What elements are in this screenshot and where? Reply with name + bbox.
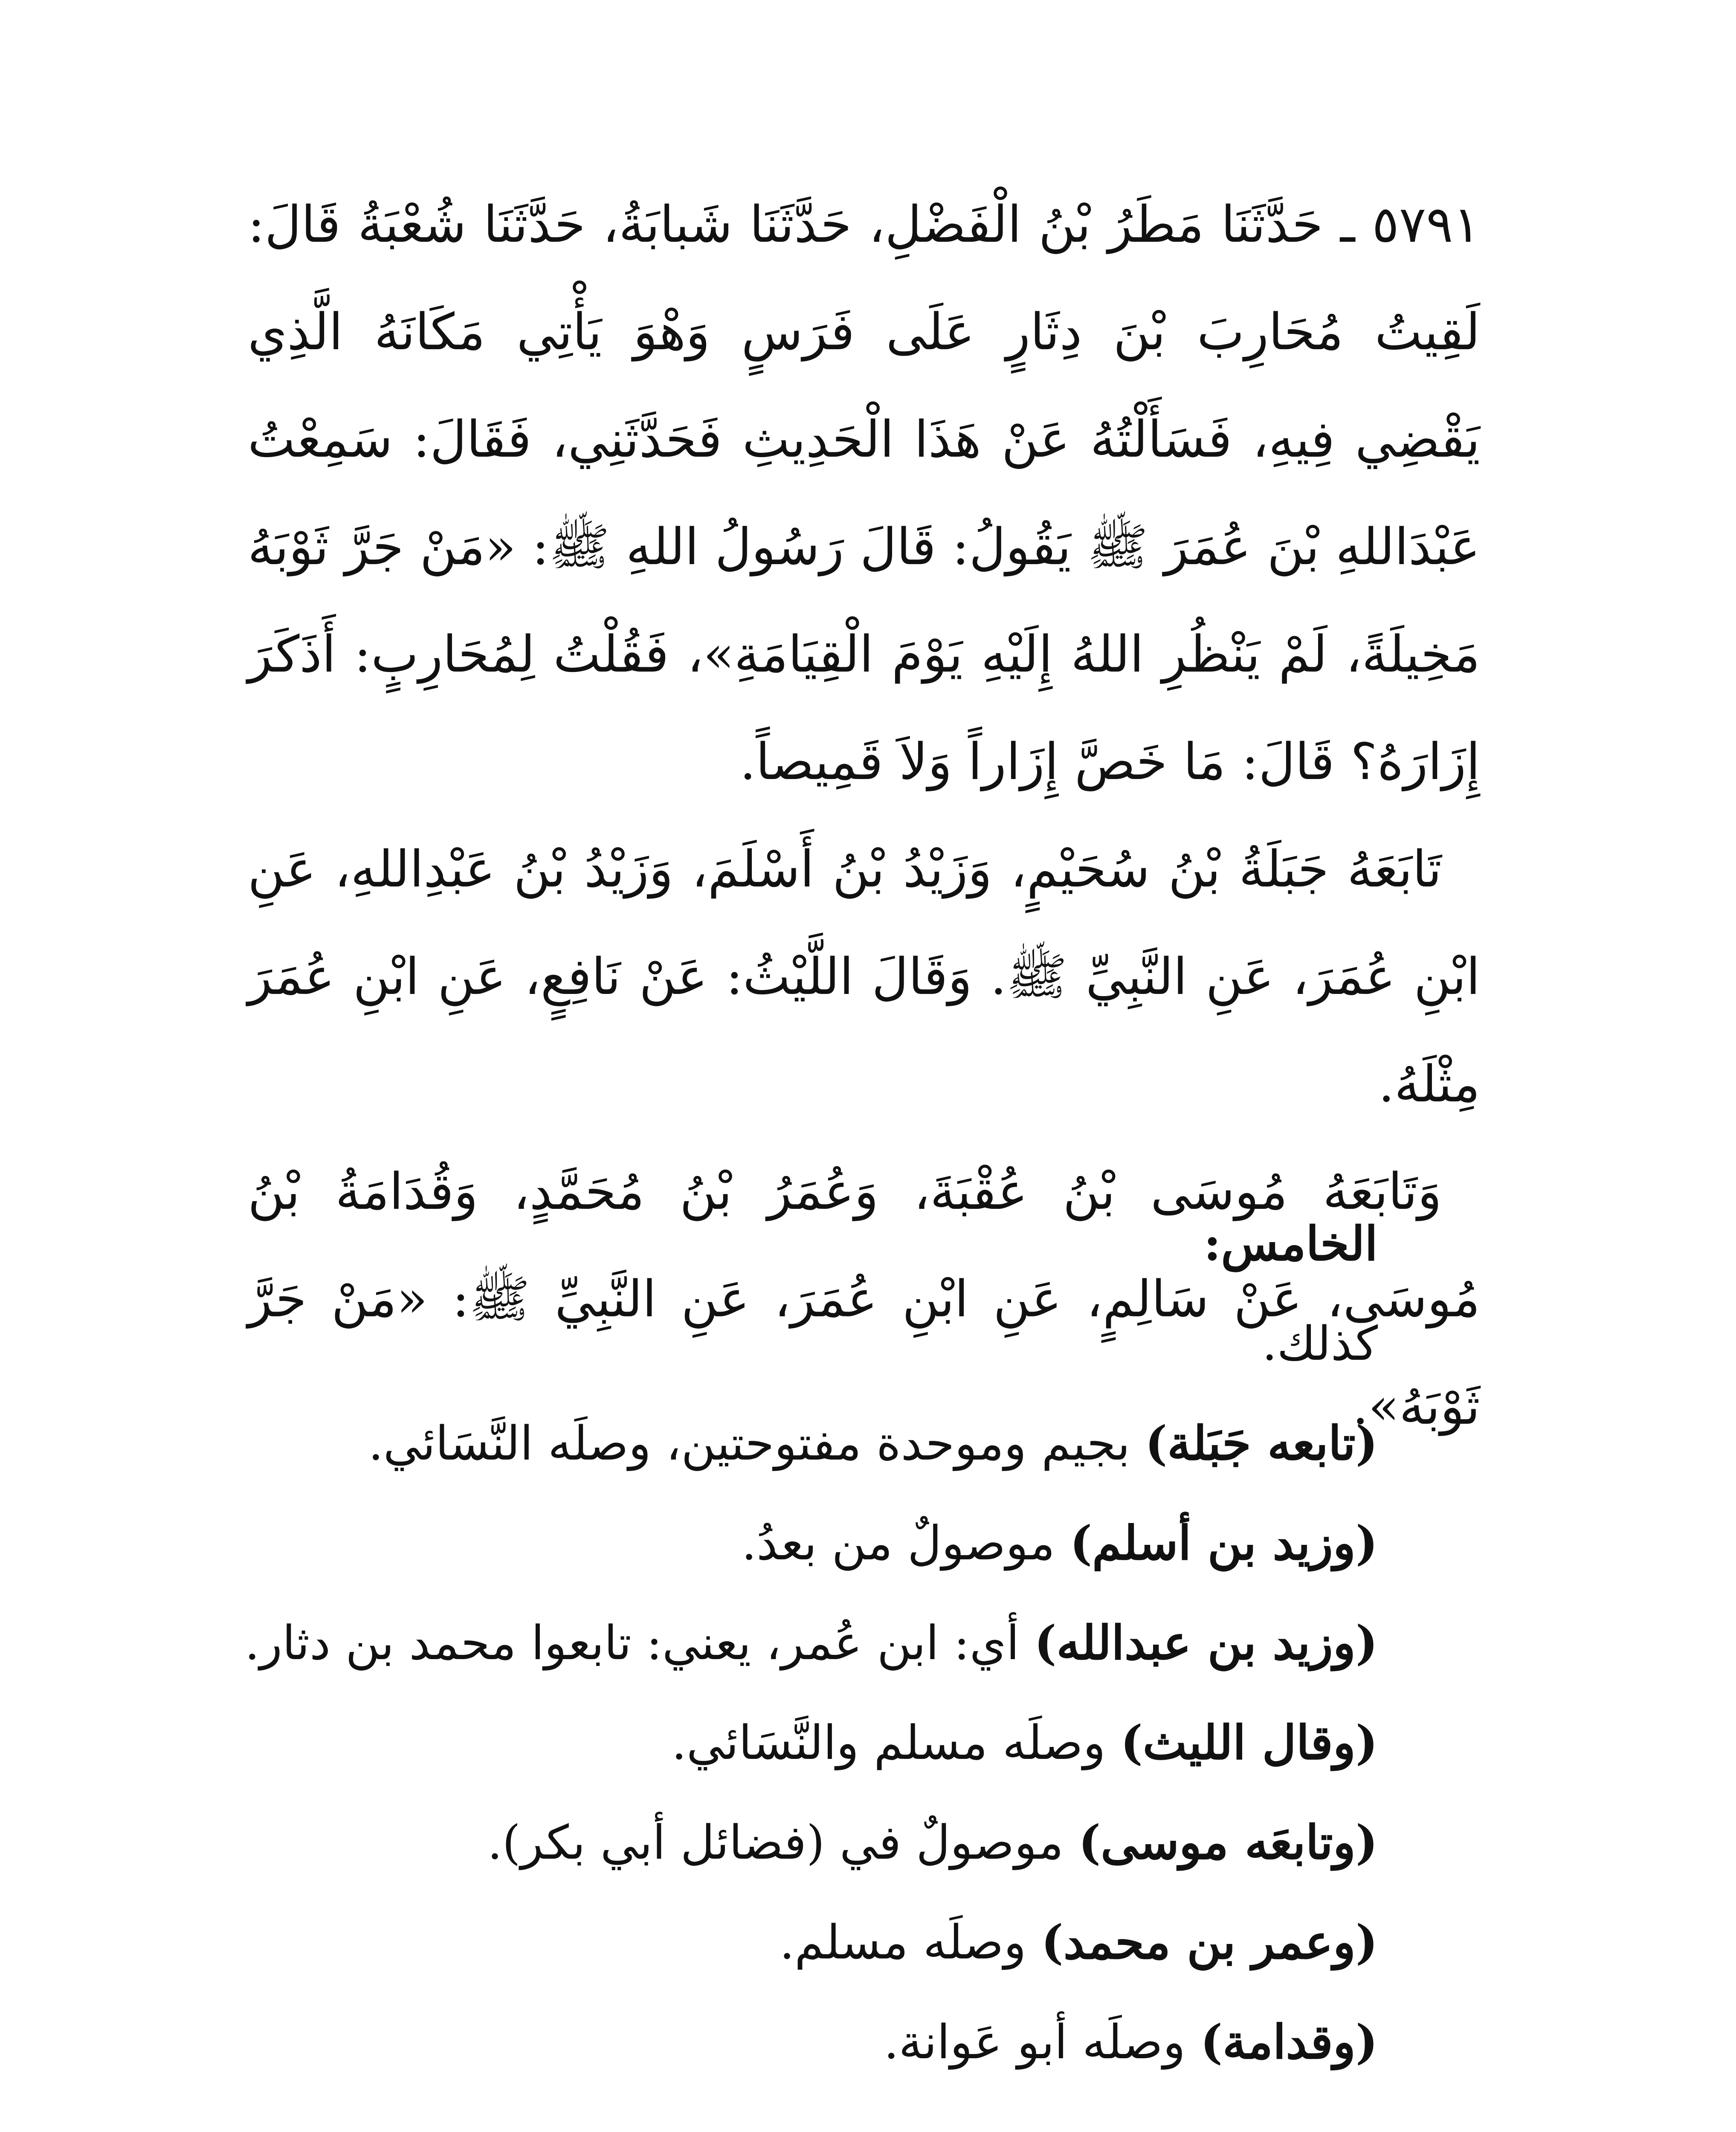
commentary-line xyxy=(248,1892,1378,1992)
commentary-line xyxy=(248,1693,1378,1793)
section-heading: الخامس: xyxy=(1203,1216,1378,1271)
commentary-line xyxy=(248,1793,1378,1892)
hadith-paragraph: تَابَعَهُ جَبَلَةُ بْنُ سُحَيْمٍ، وَزَيْدُ بْنُ أَسْلَمَ، وَزَيْدُ بْنُ عَبْدِاللهِ، عَنِ ابْنِ عُمَرَ، عَنِ النَّبِيِّ ﷺ. وَقَالَ اللَّيْثُ: عَنْ نَافِعٍ، عَنِ ابْنِ عُمَرَ مِثْلَهُ. xyxy=(248,840,1480,1113)
commentary-term: (وتابعَه موسى) xyxy=(1078,1815,1378,1870)
hadith-paragraph: ٥٧٩١ ـ حَدَّثَنَا مَطَرُ بْنُ الْفَضْلِ، حَدَّثَنَا شَبابَةُ، حَدَّثَنَا شُعْبَةُ قَالَ: لَقِيتُ مُحَارِبَ بْنَ دِثَارٍ عَلَى فَرَسٍ وَهْوَ يَأْتِي مَكَانَهُ الَّذِي يَقْضِي فِيهِ، فَسَأَلْتُهُ عَنْ هَذَا الْحَدِيثِ فَحَدَّثَنِي، فَقَالَ: سَمِعْتُ عَبْدَاللهِ بْنَ عُمَرَ ﷺ يَقُولُ: قَالَ رَسُولُ اللهِ ﷺ: «مَنْ جَرَّ ثَوْبَهُ مَخِيلَةً، لَمْ يَنْظُرِ اللهُ إِلَيْهِ يَوْمَ الْقِيَامَةِ»، فَقُلْتُ لِمُحَارِبٍ: أَذَكَرَ إِزَارَهُ؟ قَالَ: مَا خَصَّ إِزَاراً وَلاَ قَمِيصاً. xyxy=(248,195,1480,791)
commentary-term: (وقدامة) xyxy=(1200,2014,1378,2069)
commentary-text: بجيم وموحدة مفتوحتين، وصلَه النَّسَائي. xyxy=(368,1416,1145,1471)
commentary-text: أي: ابن عُمر، يعني: تابعوا محمد بن دثار. xyxy=(244,1616,1035,1670)
commentary-line xyxy=(248,1992,1378,2092)
commentary-term: (تابعه جَبَلة) xyxy=(1145,1416,1378,1471)
commentary-text: موصولٌ في (فضائل أبي بكر). xyxy=(487,1815,1079,1870)
commentary-line xyxy=(244,1593,1378,1693)
commentary-section xyxy=(244,1194,1378,2092)
commentary-text: وصلَه أبو عَوانة. xyxy=(884,2015,1200,2069)
hadith-paragraph: وَتَابَعَهُ مُوسَى بْنُ عُقْبَةَ، وَعُمَرُ بْنُ مُحَمَّدٍ، وَقُدَامَةُ بْنُ مُوسَى، عَنْ سَالِمٍ، عَنِ ابْنِ عُمَرَ، عَنِ النَّبِيِّ ﷺ: «مَنْ جَرَّ ثَوْبَهُ». xyxy=(248,1162,1480,1436)
commentary-text: وصلَه مسلم والنَّسَائي. xyxy=(671,1715,1121,1770)
commentary-term: (وزيد بن أسلم) xyxy=(1070,1515,1378,1570)
commentary-term: (وزيد بن عبدالله) xyxy=(1034,1615,1378,1670)
commentary-text: كذلك. xyxy=(1262,1316,1378,1371)
commentary-term: (وقال الليث) xyxy=(1120,1715,1378,1770)
commentary-term: (وعمر بن محمد) xyxy=(1041,1915,1378,1970)
commentary-line xyxy=(248,1294,1378,1393)
commentary-line xyxy=(248,1493,1378,1593)
commentary-line xyxy=(248,1393,1378,1493)
commentary-text: موصولٌ من بعدُ. xyxy=(742,1516,1070,1570)
commentary-text: وصلَه مسلم. xyxy=(780,1915,1041,1970)
